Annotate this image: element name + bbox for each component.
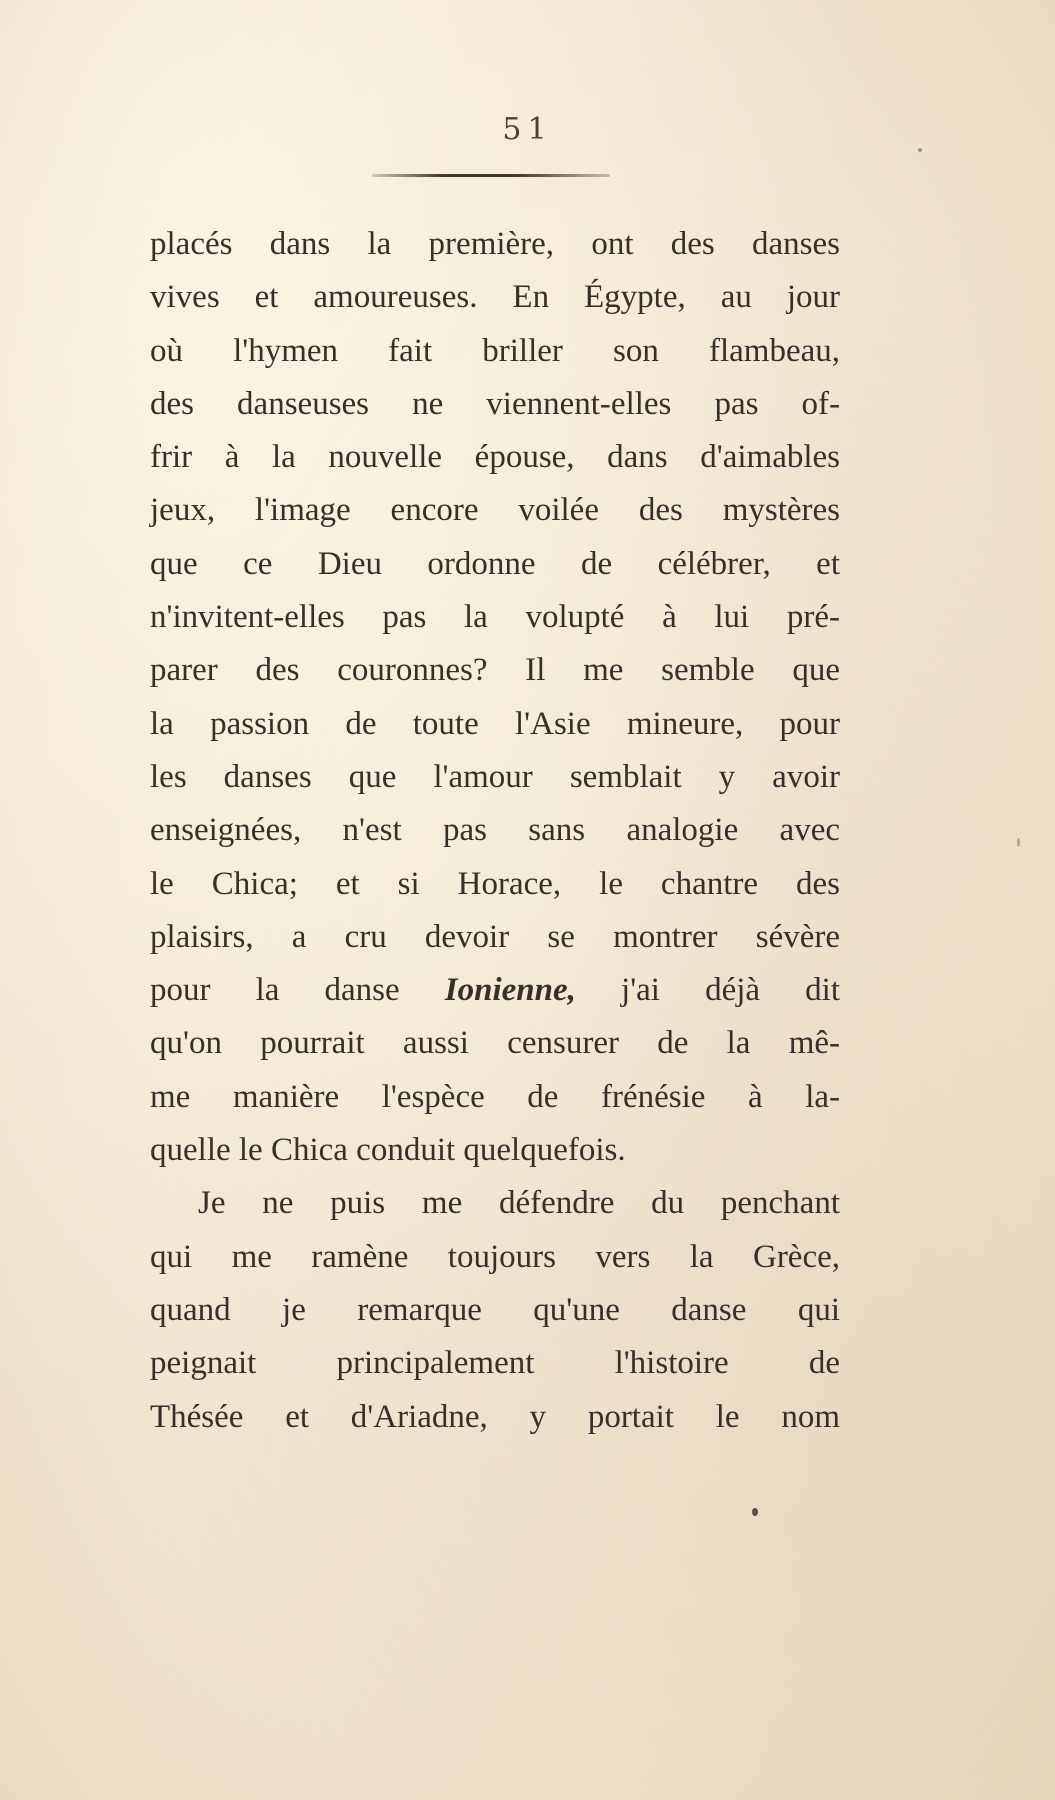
text-line: parer des couronnes? Il me semble que (150, 652, 840, 689)
text-line: quand je remarque qu'une danse qui (150, 1291, 840, 1328)
text-line: les danses que l'amour semblait y avoir (150, 758, 840, 795)
text-line: la passion de toute l'Asie mineure, pour (150, 705, 840, 742)
text-line: que ce Dieu ordonne de célébrer, et (150, 545, 840, 582)
header-rule (372, 174, 610, 177)
paragraph-1 (150, 218, 840, 1177)
text-line: quelle le Chica conduit quelquefois. (150, 1132, 626, 1169)
text-line: peignait principalement l'histoire de (150, 1345, 840, 1382)
text-line: Thésée et d'Ariadne, y portait le nom (150, 1398, 840, 1435)
text-line: Je ne puis me défendre du penchant (198, 1185, 840, 1222)
body-text (150, 218, 840, 1444)
text-segment: j'ai déjà dit (575, 972, 840, 1009)
ink-speck (752, 1508, 758, 1516)
text-line: me manière l'espèce de frénésie à la- (150, 1078, 840, 1115)
text-line: frir à la nouvelle épouse, dans d'aimables (150, 439, 840, 476)
italic-term: Ionienne, (444, 972, 576, 1009)
text-line: plaisirs, a cru devoir se montrer sévère (150, 918, 840, 955)
text-line: enseignées, n'est pas sans analogie avec (150, 812, 840, 849)
page-number: 51 (502, 112, 553, 147)
text-line-with-italic (150, 964, 840, 1017)
paragraph-2 (150, 1177, 840, 1443)
text-line: qui me ramène toujours vers la Grèce, (150, 1238, 840, 1275)
text-line: vives et amoureuses. En Égypte, au jour (150, 279, 840, 316)
text-line: des danseuses ne viennent-elles pas of- (150, 385, 840, 422)
ink-speck (1017, 838, 1020, 847)
text-line: qu'on pourrait aussi censurer de la mê- (150, 1025, 840, 1062)
text-line: où l'hymen fait briller son flambeau, (150, 332, 840, 369)
ink-speck (918, 148, 922, 152)
text-line: jeux, l'image encore voilée des mystères (150, 492, 840, 529)
text-line: placés dans la première, ont des danses (150, 226, 840, 262)
text-segment: pour la danse (150, 972, 445, 1009)
text-line: le Chica; et si Horace, le chantre des (150, 865, 840, 902)
text-line: n'invitent-elles pas la volupté à lui pré- (150, 599, 840, 636)
